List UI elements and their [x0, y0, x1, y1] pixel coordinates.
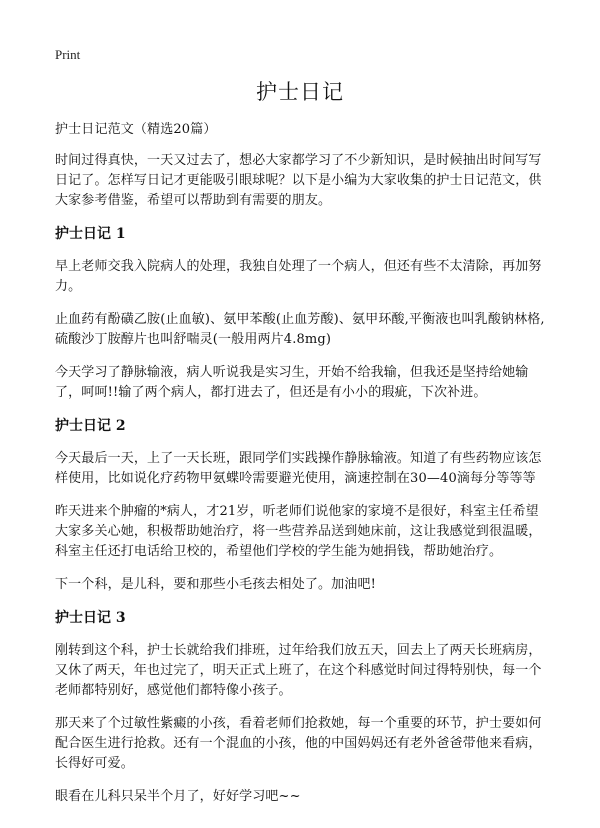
intro-paragraph: 时间过得真快，一天又过去了，想必大家都学习了不少新知识，是时候抽出时间写写日记了。怎样写日记才更能吸引眼球呢？以下是小编为大家收集的护士日记范文，供大家参考借鉴，希望可以帮助到有需要的朋友。 [55, 153, 542, 208]
article-body [55, 120, 550, 820]
print-link[interactable]: Print [55, 47, 81, 62]
section-2-paragraph: 下一个科，是儿科，要和那些小毛孩去相处了。加油吧! [55, 577, 376, 592]
section-1-paragraph: 早上老师交我入院病人的处理，我独自处理了一个病人，但还有些不太清除，再加努力。 [55, 259, 542, 294]
article-subtitle: 护士日记范文（精选20篇） [55, 122, 217, 137]
section-2-paragraph: 昨天进来个肿瘤的*病人，才21岁，听老师们说他家的家境不是很好，科室主任希望大家多关心她，积极帮助她治疗，将一些营养品送到她床前，这让我感觉到很温暖，科室主任还打电话给卫校的，希望他们学校的学生能为她捐钱，帮助她治疗。 [55, 504, 542, 559]
section-1-paragraph: 止血药有酚磺乙胺(止血敏)、氨甲苯酸(止血芳酸)、氨甲环酸,平衡液也叫乳酸钠林格,硫酸沙丁胺醇片也叫舒喘灵(一般用两片4.8mg) [55, 312, 545, 347]
section-2-paragraph: 今天最后一天，上了一天长班，跟同学们实践操作静脉输液。知道了有些药物应该怎样使用，比如说化疗药物甲氨蝶呤需要避光使用，滴速控制在30—40滴每分等等等 [55, 451, 542, 486]
section-3-paragraph: 那天来了个过敏性紫癜的小孩，看着老师们抢救她，每一个重要的环节，护士要如何配合医生进行抢救。还有一个混血的小孩，他的中国妈妈还有老外爸爸带他来看病，长得好可爱。 [55, 716, 542, 771]
section-heading-3: 护士日记 3 [55, 610, 126, 626]
section-3-paragraph: 眼看在儿科只呆半个月了，好好学习吧~~ [55, 789, 301, 804]
section-3-paragraph: 刚转到这个科，护士长就给我们排班，过年给我们放五天，回去上了两天长班病房，又休了两天，年也过完了，明天正式上班了，在这个科感觉时间过得特别快，每一个老师都特别好，感觉他们都特像小孩子。 [55, 643, 542, 698]
page-title: 护士日记 [256, 80, 344, 104]
section-1-paragraph: 今天学习了静脉输液，病人听说我是实习生，开始不给我输，但我还是坚持给她输了，呵呵!!输了两个病人，都打进去了，但还是有小小的瑕疵，下次补进。 [55, 365, 529, 400]
section-heading-1: 护士日记 1 [55, 226, 126, 242]
section-heading-2: 护士日记 2 [55, 418, 126, 434]
